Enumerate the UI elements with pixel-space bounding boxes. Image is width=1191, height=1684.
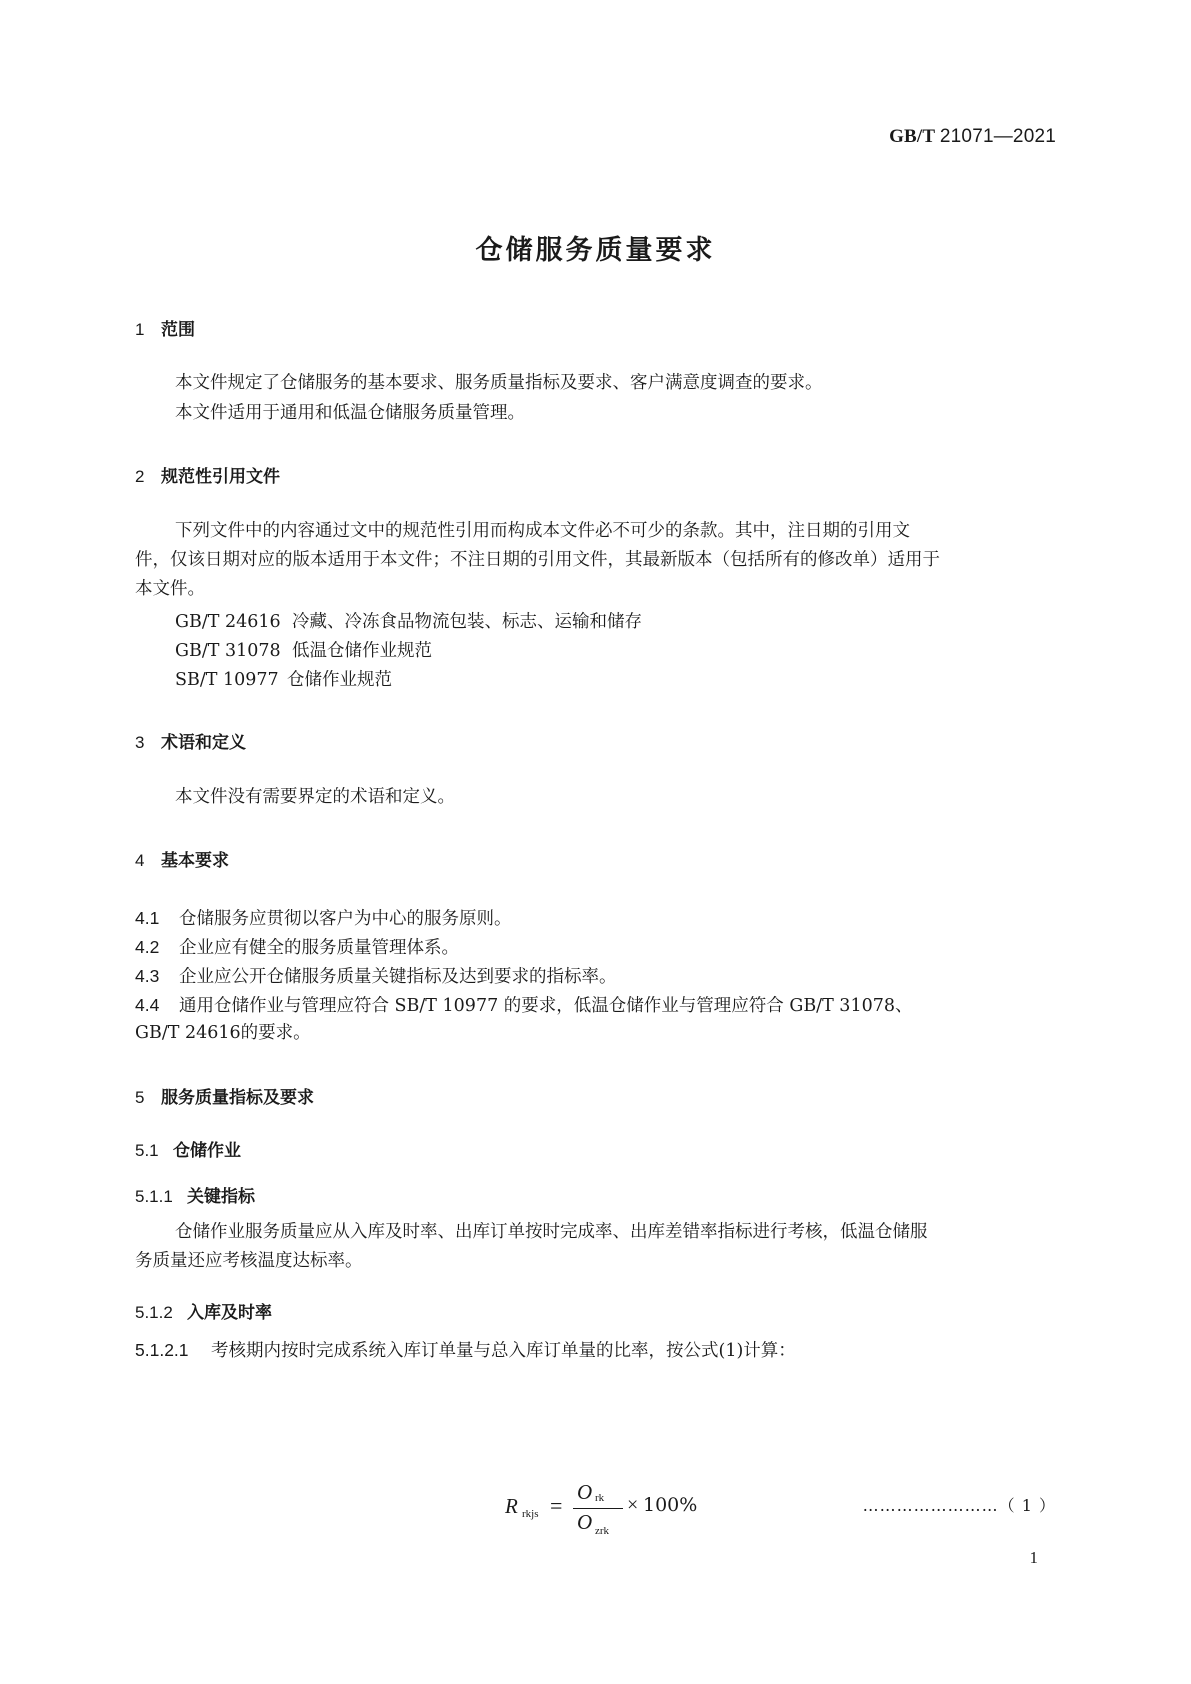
clause-4-1 [135, 905, 512, 930]
formula-numerator-subscript: rk [595, 1492, 605, 1504]
section-title: 范围 [161, 320, 195, 340]
standard-prefix: GB/T [889, 126, 935, 147]
formula-percent: 100% [643, 1494, 698, 1516]
clause-continuation: GB/T 24616的要求。 [135, 1023, 311, 1043]
section-number: 5 [135, 1088, 145, 1107]
section-number: 5.1 [135, 1141, 159, 1160]
clause-text: 企业应有健全的服务质量管理体系。 [179, 938, 459, 958]
formula-times: × [627, 1494, 639, 1516]
section-2-heading [135, 462, 280, 487]
clause-5-1-2-1 [135, 1337, 796, 1362]
reference-item [175, 637, 432, 662]
equation-number: ……………………（ 1 ） [862, 1496, 1056, 1515]
section-title: 关键指标 [187, 1187, 255, 1207]
page-number: 1 [1029, 1548, 1038, 1567]
section-number: 4 [135, 851, 145, 870]
paragraph-line: 件，仅该日期对应的版本适用于本文件；不注日期的引用文件，其最新版本（包括所有的修改单）适用于 [135, 550, 940, 570]
reference-code: GB/T 24616 [175, 612, 281, 632]
clause-text: 企业应公开仓储服务质量关键指标及达到要求的指标率。 [179, 967, 617, 987]
section-1-heading [135, 315, 195, 340]
formula-numerator: O [577, 1480, 593, 1504]
paragraph-line: 务质量还应考核温度达标率。 [135, 1251, 363, 1271]
section-title: 基本要求 [161, 851, 229, 871]
section-title: 入库及时率 [187, 1303, 272, 1323]
clause-4-4 [135, 992, 912, 1017]
reference-item [175, 666, 392, 691]
clause-text: 考核期内按时完成系统入库订单量与总入库订单量的比率，按公式(1)计算： [211, 1341, 796, 1361]
section-5-heading [135, 1083, 314, 1108]
document-title: 仓储服务质量要求 [475, 235, 716, 266]
reference-item [175, 608, 642, 633]
reference-title: 冷藏、冷冻食品物流包装、标志、运输和储存 [292, 612, 642, 632]
clause-number: 4.4 [135, 995, 160, 1015]
paragraph: 本文件没有需要界定的术语和定义。 [175, 787, 455, 807]
section-title: 术语和定义 [161, 733, 246, 753]
section-number: 1 [135, 320, 145, 339]
section-number: 3 [135, 733, 145, 752]
paragraph-line: 本文件。 [135, 579, 205, 599]
paragraph: 本文件适用于通用和低温仓储服务质量管理。 [175, 403, 525, 423]
reference-title: 仓储作业规范 [287, 670, 392, 690]
fraction-bar [573, 1508, 623, 1509]
formula-lhs: R [505, 1494, 518, 1518]
section-title: 服务质量指标及要求 [161, 1088, 314, 1108]
section-title: 仓储作业 [173, 1141, 241, 1161]
subsection-5-1-heading [135, 1136, 241, 1161]
clause-text: 仓储服务应贯彻以客户为中心的服务原则。 [179, 909, 512, 929]
formula-1 [505, 1480, 698, 1542]
standard-number: 21071—2021 [939, 126, 1056, 147]
clause-number: 4.2 [135, 937, 160, 957]
subsection-5-1-1-heading [135, 1182, 255, 1207]
formula-denominator-subscript: zrk [595, 1525, 610, 1537]
reference-title: 低温仓储作业规范 [292, 641, 432, 661]
paragraph-line: 下列文件中的内容通过文中的规范性引用而构成本文件必不可少的条款。其中，注日期的引用文 [175, 521, 910, 541]
section-number: 5.1.1 [135, 1187, 173, 1206]
clause-number: 5.1.2.1 [135, 1340, 189, 1360]
clause-4-2 [135, 934, 459, 959]
clause-text: 通用仓储作业与管理应符合 SB/T 10977 的要求，低温仓储作业与管理应符合 GB/T 31078、 [179, 996, 913, 1016]
paragraph-line: 仓储作业服务质量应从入库及时率、出库订单按时完成率、出库差错率指标进行考核，低温仓储服 [175, 1222, 928, 1242]
reference-code: GB/T 31078 [175, 641, 281, 661]
section-4-heading [135, 846, 229, 871]
section-title: 规范性引用文件 [161, 467, 280, 487]
reference-code: SB/T 10977 [175, 670, 279, 690]
subsection-5-1-2-heading [135, 1298, 272, 1323]
clause-number: 4.1 [135, 908, 160, 928]
section-number: 5.1.2 [135, 1303, 173, 1322]
section-number: 2 [135, 467, 145, 486]
standard-code [889, 126, 1056, 148]
clause-number: 4.3 [135, 966, 160, 986]
formula-denominator: O [577, 1510, 593, 1534]
clause-4-3 [135, 963, 617, 988]
formula-lhs-subscript: rkjs [522, 1508, 539, 1520]
formula-equals: = [550, 1493, 563, 1518]
paragraph: 本文件规定了仓储服务的基本要求、服务质量指标及要求、客户满意度调查的要求。 [175, 373, 823, 393]
section-3-heading [135, 728, 246, 753]
